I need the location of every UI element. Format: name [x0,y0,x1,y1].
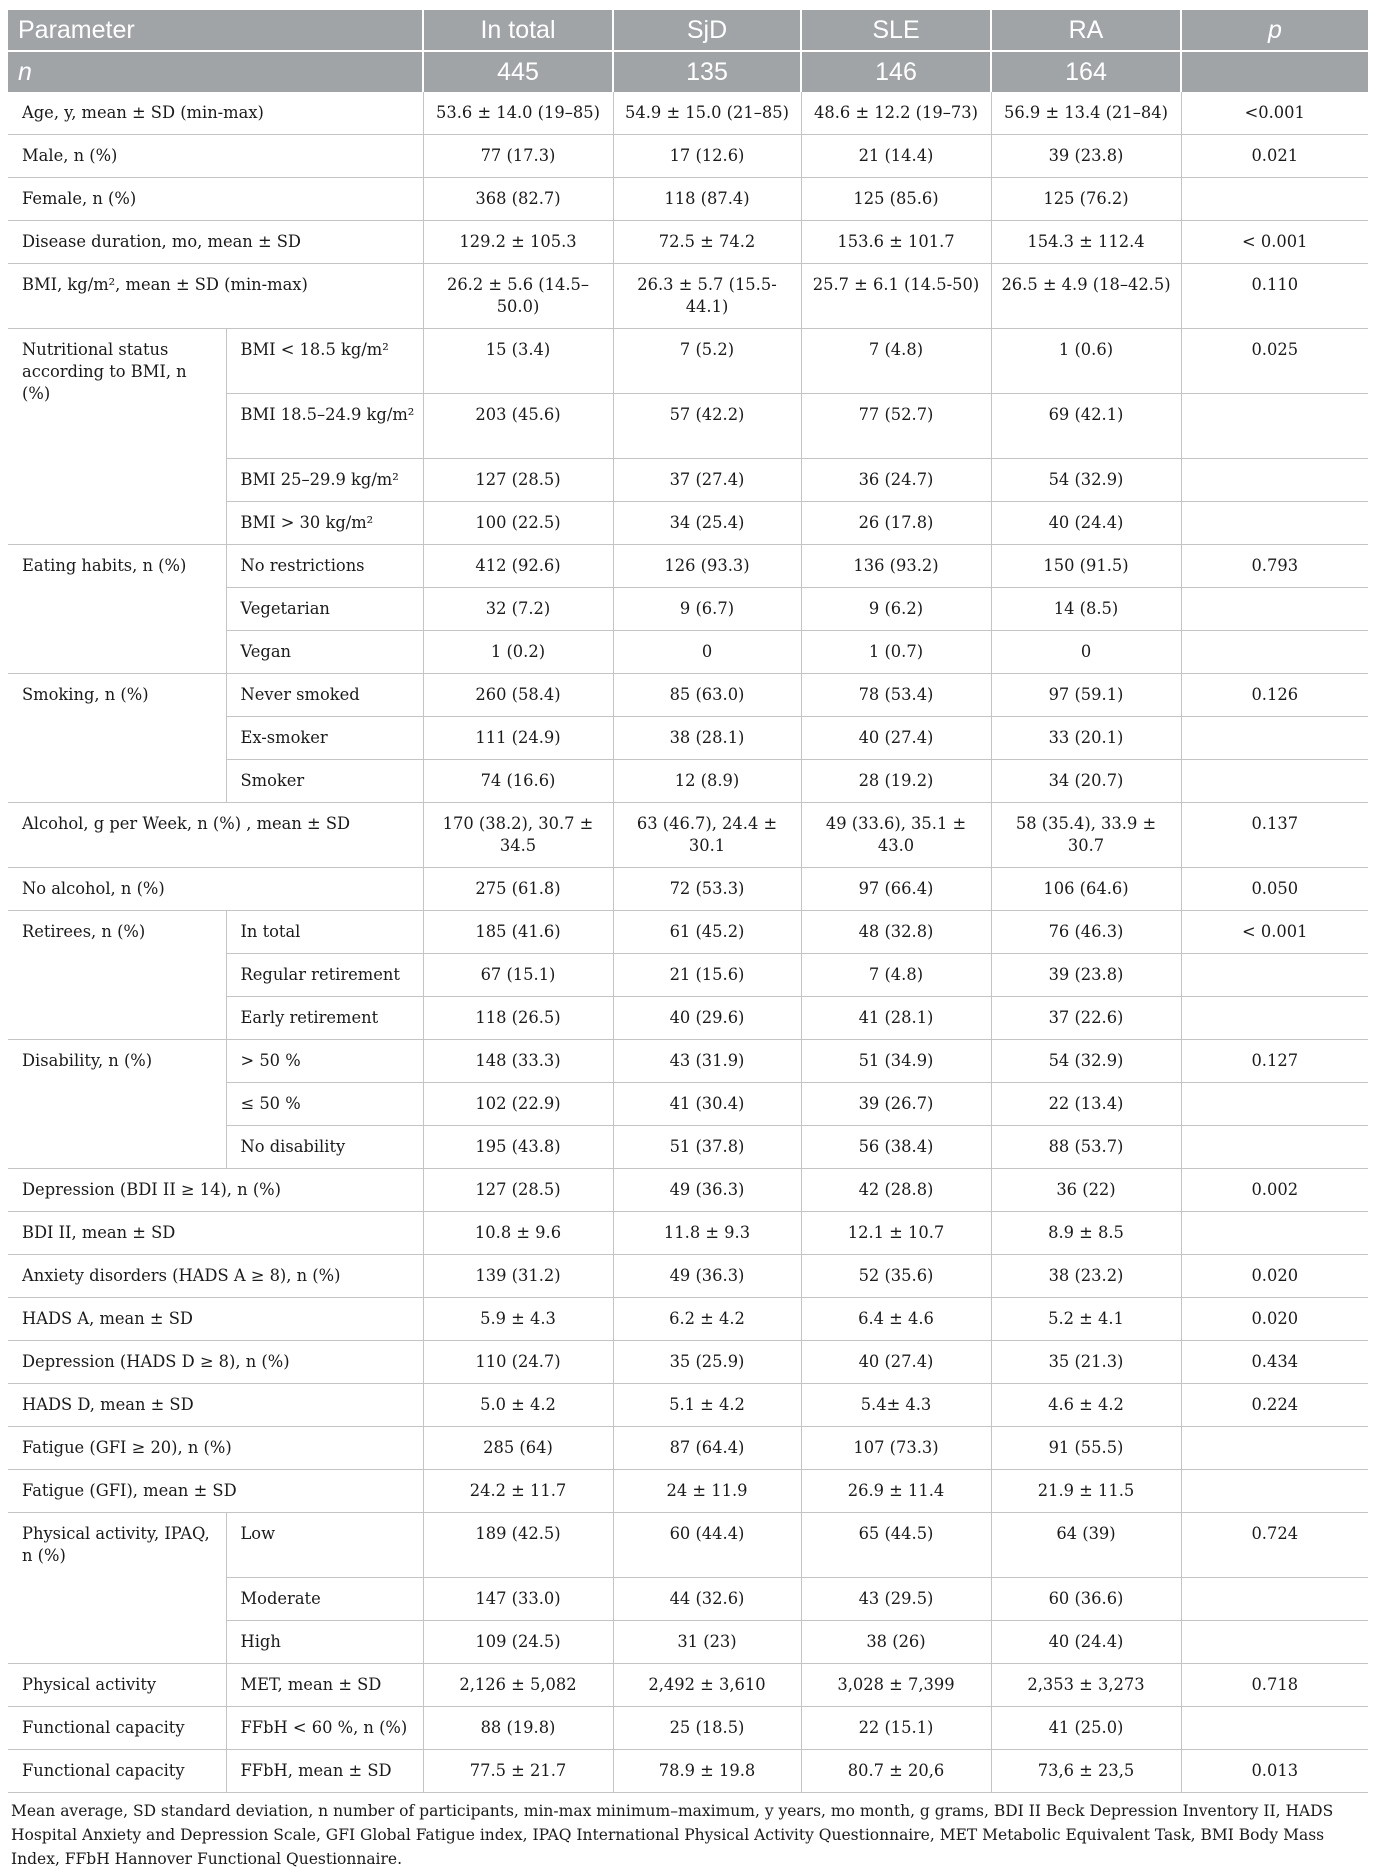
cell-sle: 36 (24.7) [801,459,991,502]
row-sublabel: BMI < 18.5 kg/m² [226,329,423,394]
row-label: BDI II, mean ± SD [8,1212,423,1255]
cell-in-total: 24.2 ± 11.7 [423,1470,613,1513]
cell-in-total: 109 (24.5) [423,1621,613,1664]
cell-in-total: 10.8 ± 9.6 [423,1212,613,1255]
table-row [8,868,1368,911]
table-row [8,1664,1368,1707]
table-row [8,803,1368,868]
cell-sjd: 11.8 ± 9.3 [613,1212,801,1255]
cell-sle: 26.9 ± 11.4 [801,1470,991,1513]
n-total: 445 [423,51,613,92]
row-label: Eating habits, n (%) [8,545,226,674]
row-label: Female, n (%) [8,178,423,221]
cell-sle: 51 (34.9) [801,1040,991,1083]
row-label: Retirees, n (%) [8,911,226,1040]
table-row [8,1298,1368,1341]
cell-in-total: 53.6 ± 14.0 (19–85) [423,92,613,135]
table-row [8,1470,1368,1513]
row-sublabel: No restrictions [226,545,423,588]
cell-p: 0.724 [1181,1513,1368,1578]
cell-sle: 40 (27.4) [801,717,991,760]
cell-sle: 7 (4.8) [801,329,991,394]
cell-p: 0.127 [1181,1040,1368,1083]
cell-p [1181,1083,1368,1126]
cell-sjd: 37 (27.4) [613,459,801,502]
cell-in-total: 185 (41.6) [423,911,613,954]
cell-sjd: 5.1 ± 4.2 [613,1384,801,1427]
table-body [8,92,1368,1793]
cell-ra: 69 (42.1) [991,394,1181,459]
cell-sle: 40 (27.4) [801,1341,991,1384]
cell-sle: 97 (66.4) [801,868,991,911]
cell-in-total: 139 (31.2) [423,1255,613,1298]
cell-sjd: 43 (31.9) [613,1040,801,1083]
header-row [8,10,1368,51]
row-sublabel: Early retirement [226,997,423,1040]
cell-sle: 48 (32.8) [801,911,991,954]
cell-sjd: 6.2 ± 4.2 [613,1298,801,1341]
cell-sjd: 63 (46.7), 24.4 ± 30.1 [613,803,801,868]
cell-sjd: 118 (87.4) [613,178,801,221]
cell-p [1181,178,1368,221]
cell-ra: 37 (22.6) [991,997,1181,1040]
row-sublabel: Regular retirement [226,954,423,997]
cell-sle: 3,028 ± 7,399 [801,1664,991,1707]
table-row [8,1750,1368,1793]
row-label: Fatigue (GFI), mean ± SD [8,1470,423,1513]
cell-p: 0.434 [1181,1341,1368,1384]
cell-in-total: 100 (22.5) [423,502,613,545]
cell-p: 0.793 [1181,545,1368,588]
table-row [8,545,1368,588]
cell-sjd: 25 (18.5) [613,1707,801,1750]
cell-p: 0.224 [1181,1384,1368,1427]
cell-sle: 48.6 ± 12.2 (19–73) [801,92,991,135]
row-sublabel: BMI 25–29.9 kg/m² [226,459,423,502]
cell-p [1181,1470,1368,1513]
cell-ra: 34 (20.7) [991,760,1181,803]
table-row [8,178,1368,221]
cell-ra: 54 (32.9) [991,459,1181,502]
cell-sjd: 61 (45.2) [613,911,801,954]
table-row [8,92,1368,135]
cell-sle: 56 (38.4) [801,1126,991,1169]
cell-sjd: 72 (53.3) [613,868,801,911]
cell-p [1181,588,1368,631]
cell-p [1181,1212,1368,1255]
cell-sjd: 85 (63.0) [613,674,801,717]
cell-sjd: 87 (64.4) [613,1427,801,1470]
cell-in-total: 129.2 ± 105.3 [423,221,613,264]
row-sublabel: Never smoked [226,674,423,717]
cell-sjd: 12 (8.9) [613,760,801,803]
cell-ra: 1 (0.6) [991,329,1181,394]
row-label: Disease duration, mo, mean ± SD [8,221,423,264]
cell-ra: 106 (64.6) [991,868,1181,911]
table-row [8,674,1368,717]
cell-in-total: 67 (15.1) [423,954,613,997]
cell-p: <0.001 [1181,92,1368,135]
table-row [8,1040,1368,1083]
cell-in-total: 285 (64) [423,1427,613,1470]
cell-sle: 78 (53.4) [801,674,991,717]
header-sle: SLE [801,10,991,51]
cell-sle: 41 (28.1) [801,997,991,1040]
cell-in-total: 77.5 ± 21.7 [423,1750,613,1793]
row-sublabel: Moderate [226,1578,423,1621]
table-row [8,1169,1368,1212]
row-label: Nutritional status according to BMI, n (%) [8,329,226,545]
cell-ra: 40 (24.4) [991,1621,1181,1664]
cell-in-total: 88 (19.8) [423,1707,613,1750]
cell-sjd: 38 (28.1) [613,717,801,760]
row-sublabel: High [226,1621,423,1664]
row-sublabel: No disability [226,1126,423,1169]
cell-ra: 125 (76.2) [991,178,1181,221]
row-sublabel: > 50 % [226,1040,423,1083]
table-row [8,1384,1368,1427]
cell-in-total: 118 (26.5) [423,997,613,1040]
cell-p: 0.050 [1181,868,1368,911]
table-row [8,1212,1368,1255]
cell-ra: 41 (25.0) [991,1707,1181,1750]
footnote: Mean average, SD standard deviation, n number of participants, min-max minimum–maximum, y years, mo month, g grams, BDI II Beck Depression Inventory II, HADS Hospital Anxiety and Depression Scale, GFI Global Fatigue index, IPAQ International Physical Activity Questionnaire, MET Metabolic Equivalent Task, BMI Body Mass Index, FFbH Hannover Functional Questionnaire. [11,1802,1334,1868]
cell-p: < 0.001 [1181,221,1368,264]
cell-ra: 5.2 ± 4.1 [991,1298,1181,1341]
cell-sjd: 57 (42.2) [613,394,801,459]
cell-ra: 88 (53.7) [991,1126,1181,1169]
cell-in-total: 148 (33.3) [423,1040,613,1083]
cell-sjd: 44 (32.6) [613,1578,801,1621]
cell-p [1181,502,1368,545]
cell-sle: 6.4 ± 4.6 [801,1298,991,1341]
row-label: Male, n (%) [8,135,423,178]
cell-in-total: 102 (22.9) [423,1083,613,1126]
cell-sle: 25.7 ± 6.1 (14.5-50) [801,264,991,329]
row-label: Anxiety disorders (HADS A ≥ 8), n (%) [8,1255,423,1298]
cell-sjd: 72.5 ± 74.2 [613,221,801,264]
row-label: Age, y, mean ± SD (min-max) [8,92,423,135]
cell-ra: 4.6 ± 4.2 [991,1384,1181,1427]
cell-p [1181,631,1368,674]
cell-in-total: 147 (33.0) [423,1578,613,1621]
cell-sjd: 49 (36.3) [613,1169,801,1212]
cell-sle: 28 (19.2) [801,760,991,803]
row-sublabel: Vegan [226,631,423,674]
cell-in-total: 2,126 ± 5,082 [423,1664,613,1707]
cell-sjd: 78.9 ± 19.8 [613,1750,801,1793]
table-row [8,1427,1368,1470]
cell-sjd: 7 (5.2) [613,329,801,394]
row-label: Smoking, n (%) [8,674,226,803]
table-row [8,329,1368,394]
header-parameter: Parameter [8,10,423,51]
cell-p [1181,997,1368,1040]
cell-ra: 97 (59.1) [991,674,1181,717]
cell-sle: 12.1 ± 10.7 [801,1212,991,1255]
cell-ra: 40 (24.4) [991,502,1181,545]
cell-sle: 39 (26.7) [801,1083,991,1126]
cell-sjd: 17 (12.6) [613,135,801,178]
cell-p: 0.020 [1181,1298,1368,1341]
row-label: HADS A, mean ± SD [8,1298,423,1341]
row-label: Functional capacity [8,1750,226,1793]
cell-in-total: 412 (92.6) [423,545,613,588]
cell-ra: 56.9 ± 13.4 (21–84) [991,92,1181,135]
cell-sjd: 2,492 ± 3,610 [613,1664,801,1707]
n-sjd: 135 [613,51,801,92]
row-label: Depression (BDI II ≥ 14), n (%) [8,1169,423,1212]
cell-sle: 1 (0.7) [801,631,991,674]
cell-p: < 0.001 [1181,911,1368,954]
cell-sle: 52 (35.6) [801,1255,991,1298]
cell-ra: 91 (55.5) [991,1427,1181,1470]
cell-in-total: 26.2 ± 5.6 (14.5–50.0) [423,264,613,329]
cell-sjd: 41 (30.4) [613,1083,801,1126]
cell-sjd: 34 (25.4) [613,502,801,545]
row-label: Alcohol, g per Week, n (%) , mean ± SD [8,803,423,868]
row-label: HADS D, mean ± SD [8,1384,423,1427]
cell-ra: 26.5 ± 4.9 (18–42.5) [991,264,1181,329]
cell-in-total: 5.0 ± 4.2 [423,1384,613,1427]
cell-p: 0.110 [1181,264,1368,329]
characteristics-table [8,10,1368,1793]
cell-ra: 150 (91.5) [991,545,1181,588]
cell-p: 0.137 [1181,803,1368,868]
row-sublabel: BMI > 30 kg/m² [226,502,423,545]
cell-in-total: 74 (16.6) [423,760,613,803]
cell-ra: 22 (13.4) [991,1083,1181,1126]
table-container [8,10,1368,1871]
cell-sle: 136 (93.2) [801,545,991,588]
cell-p: 0.020 [1181,1255,1368,1298]
cell-p [1181,394,1368,459]
cell-p: 0.021 [1181,135,1368,178]
cell-in-total: 189 (42.5) [423,1513,613,1578]
cell-sle: 22 (15.1) [801,1707,991,1750]
cell-p: 0.126 [1181,674,1368,717]
cell-in-total: 260 (58.4) [423,674,613,717]
cell-ra: 60 (36.6) [991,1578,1181,1621]
cell-in-total: 127 (28.5) [423,459,613,502]
row-label: Physical activity [8,1664,226,1707]
cell-p: 0.002 [1181,1169,1368,1212]
row-sublabel: Ex-smoker [226,717,423,760]
cell-p [1181,954,1368,997]
cell-ra: 14 (8.5) [991,588,1181,631]
cell-in-total: 203 (45.6) [423,394,613,459]
cell-p [1181,1578,1368,1621]
cell-sle: 9 (6.2) [801,588,991,631]
row-sublabel: Vegetarian [226,588,423,631]
cell-ra: 73,6 ± 23,5 [991,1750,1181,1793]
table-row [8,264,1368,329]
cell-in-total: 77 (17.3) [423,135,613,178]
cell-in-total: 5.9 ± 4.3 [423,1298,613,1341]
cell-sjd: 0 [613,631,801,674]
cell-in-total: 1 (0.2) [423,631,613,674]
cell-sjd: 26.3 ± 5.7 (15.5-44.1) [613,264,801,329]
cell-sjd: 31 (23) [613,1621,801,1664]
cell-in-total: 32 (7.2) [423,588,613,631]
row-sublabel: Low [226,1513,423,1578]
cell-in-total: 275 (61.8) [423,868,613,911]
row-sublabel: Smoker [226,760,423,803]
row-sublabel: MET, mean ± SD [226,1664,423,1707]
row-sublabel: FFbH < 60 %, n (%) [226,1707,423,1750]
cell-p [1181,1621,1368,1664]
cell-ra: 36 (22) [991,1169,1181,1212]
cell-sle: 43 (29.5) [801,1578,991,1621]
cell-ra: 76 (46.3) [991,911,1181,954]
cell-sjd: 21 (15.6) [613,954,801,997]
cell-sle: 77 (52.7) [801,394,991,459]
row-label: No alcohol, n (%) [8,868,423,911]
table-row [8,1513,1368,1578]
row-label: Fatigue (GFI ≥ 20), n (%) [8,1427,423,1470]
cell-sle: 125 (85.6) [801,178,991,221]
row-sublabel: BMI 18.5–24.9 kg/m² [226,394,423,459]
n-row [8,51,1368,92]
cell-ra: 0 [991,631,1181,674]
cell-p [1181,459,1368,502]
cell-sjd: 126 (93.3) [613,545,801,588]
cell-sjd: 49 (36.3) [613,1255,801,1298]
table-row [8,911,1368,954]
cell-p: 0.718 [1181,1664,1368,1707]
row-label: Physical activity, IPAQ, n (%) [8,1513,226,1664]
cell-p [1181,1707,1368,1750]
cell-sle: 42 (28.8) [801,1169,991,1212]
cell-sle: 49 (33.6), 35.1 ± 43.0 [801,803,991,868]
cell-ra: 39 (23.8) [991,135,1181,178]
row-sublabel: In total [226,911,423,954]
cell-ra: 21.9 ± 11.5 [991,1470,1181,1513]
table-row [8,135,1368,178]
cell-in-total: 195 (43.8) [423,1126,613,1169]
cell-sle: 7 (4.8) [801,954,991,997]
cell-ra: 8.9 ± 8.5 [991,1212,1181,1255]
cell-in-total: 170 (38.2), 30.7 ± 34.5 [423,803,613,868]
table-row [8,1341,1368,1384]
cell-ra: 35 (21.3) [991,1341,1181,1384]
cell-sjd: 51 (37.8) [613,1126,801,1169]
cell-p: 0.013 [1181,1750,1368,1793]
cell-p: 0.025 [1181,329,1368,394]
table-row [8,1255,1368,1298]
cell-ra: 64 (39) [991,1513,1181,1578]
cell-p [1181,1427,1368,1470]
n-ra: 164 [991,51,1181,92]
cell-ra: 38 (23.2) [991,1255,1181,1298]
cell-sjd: 54.9 ± 15.0 (21–85) [613,92,801,135]
n-label: n [8,51,423,92]
cell-sjd: 40 (29.6) [613,997,801,1040]
row-sublabel: ≤ 50 % [226,1083,423,1126]
cell-ra: 54 (32.9) [991,1040,1181,1083]
cell-in-total: 368 (82.7) [423,178,613,221]
n-sle: 146 [801,51,991,92]
cell-ra: 58 (35.4), 33.9 ± 30.7 [991,803,1181,868]
header-ra: RA [991,10,1181,51]
row-label: Disability, n (%) [8,1040,226,1169]
cell-sle: 21 (14.4) [801,135,991,178]
row-label: Depression (HADS D ≥ 8), n (%) [8,1341,423,1384]
cell-p [1181,1126,1368,1169]
header-in-total: In total [423,10,613,51]
cell-ra: 2,353 ± 3,273 [991,1664,1181,1707]
cell-p [1181,760,1368,803]
row-label: Functional capacity [8,1707,226,1750]
cell-sle: 38 (26) [801,1621,991,1664]
cell-in-total: 15 (3.4) [423,329,613,394]
cell-sjd: 24 ± 11.9 [613,1470,801,1513]
table-row [8,221,1368,264]
row-sublabel: FFbH, mean ± SD [226,1750,423,1793]
n-p [1181,51,1368,92]
cell-sle: 153.6 ± 101.7 [801,221,991,264]
cell-in-total: 127 (28.5) [423,1169,613,1212]
row-label: BMI, kg/m², mean ± SD (min-max) [8,264,423,329]
header-sjd: SjD [613,10,801,51]
cell-sle: 26 (17.8) [801,502,991,545]
cell-sle: 65 (44.5) [801,1513,991,1578]
cell-sjd: 35 (25.9) [613,1341,801,1384]
table-row [8,1707,1368,1750]
cell-p [1181,717,1368,760]
cell-ra: 39 (23.8) [991,954,1181,997]
cell-sle: 80.7 ± 20,6 [801,1750,991,1793]
cell-sle: 107 (73.3) [801,1427,991,1470]
cell-ra: 33 (20.1) [991,717,1181,760]
cell-sjd: 60 (44.4) [613,1513,801,1578]
cell-in-total: 111 (24.9) [423,717,613,760]
cell-ra: 154.3 ± 112.4 [991,221,1181,264]
cell-in-total: 110 (24.7) [423,1341,613,1384]
header-p: p [1181,10,1368,51]
cell-sle: 5.4± 4.3 [801,1384,991,1427]
cell-sjd: 9 (6.7) [613,588,801,631]
